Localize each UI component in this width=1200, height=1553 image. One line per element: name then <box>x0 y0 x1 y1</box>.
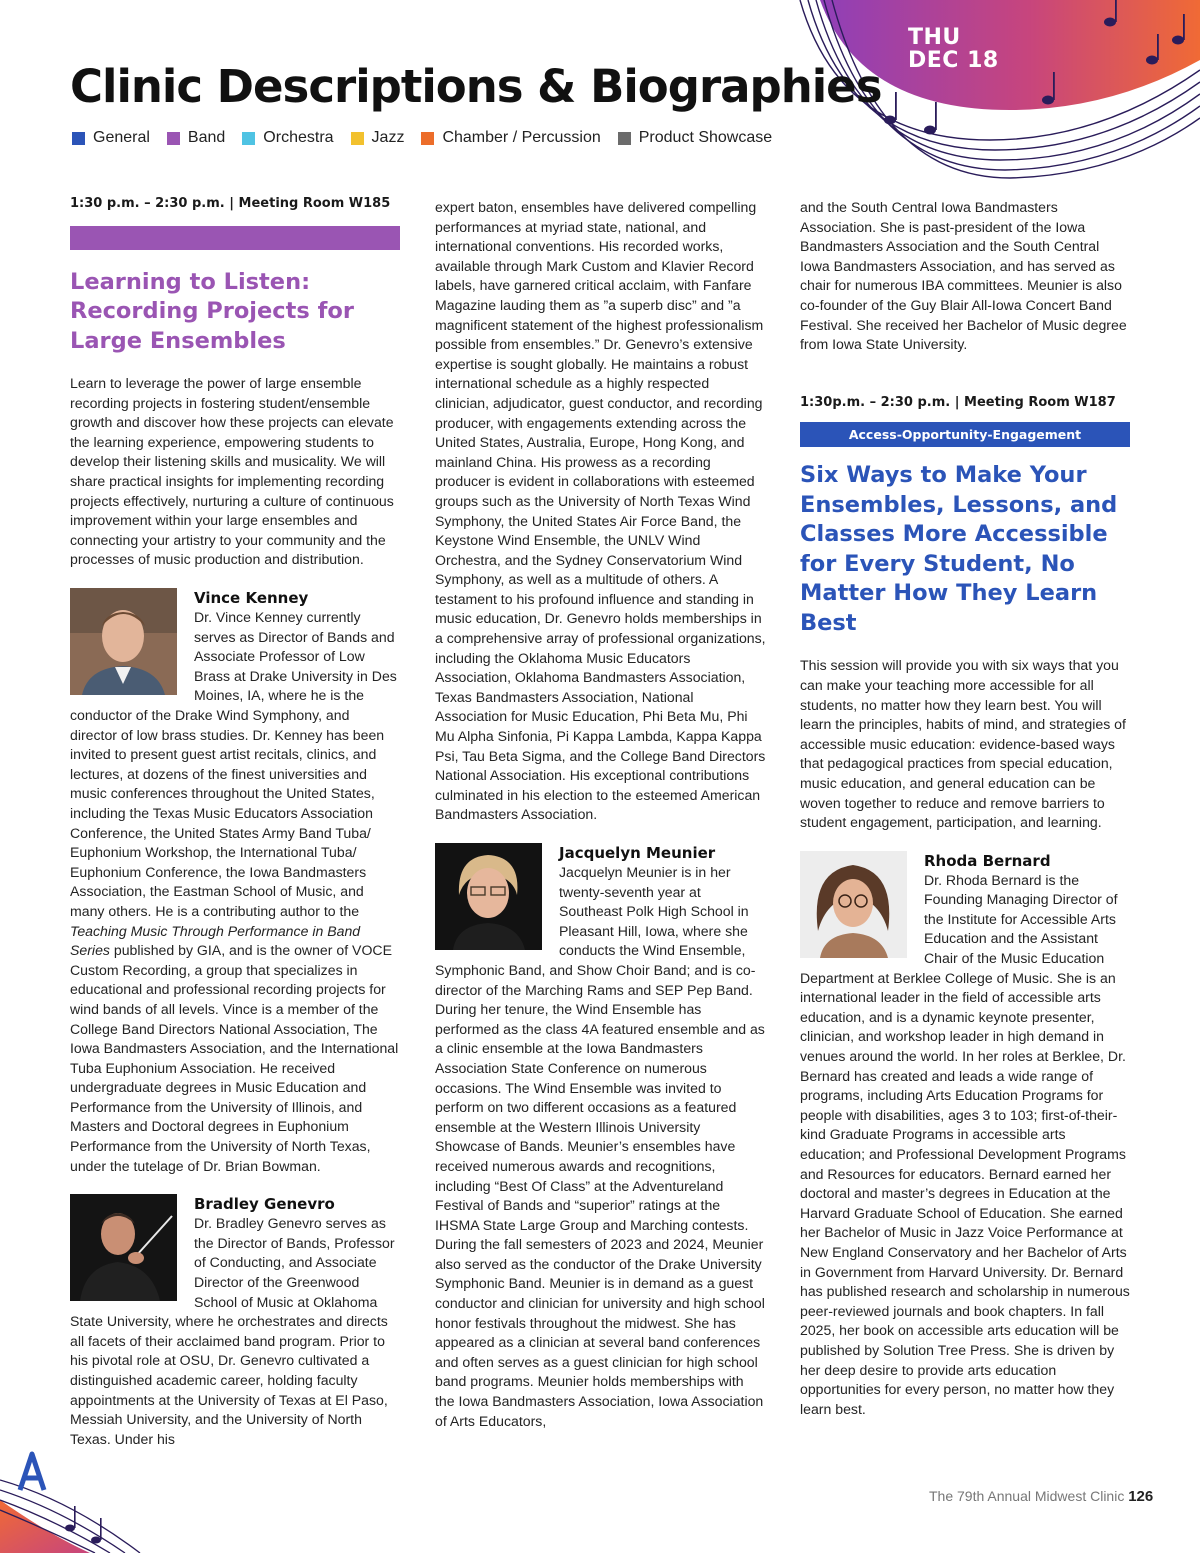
bio-text-continued: and the South Central Iowa Bandmasters Association. She is past-president of the Iowa Bandmasters Association and the South Central Iowa Bandmasters Association, and has served as chair for numerous IBA committees. Meunier is also co-founder of the Guy Blair All-Iowa Concert Band Festival. She received her Bachelor of Music degree from Iowa State University. <box>800 199 1127 353</box>
bio-text: Jacquelyn Meunier is in her twenty-seventh year at Southeast Polk High School in Pleasant Hill, Iowa, where she conducts the Wind Ensemble, Symphonic Band, and Show Choir Band; and is co-director of the Marching Rams and SEP Pep Band. During her tenure, the Wind Ensemble has performed as the class 4A featured ensemble and as a clinic ensemble at the Iowa Bandmasters Association State Conference on numerous occasions. The Wind Ensemble was invited to perform on two different occasions as a featured ensemble at the Western Illinois University Showcase of Bands. Meunier’s ensembles have received numerous awards and recognitions, including “Best Of Class” at the Adventureland Festival of Bands and “superior” ratings at the IHSMA State Large Group and Marching contests. During the fall semesters of 2023 and 2024, Meunier also served as the conductor of the Drake University Symphonic Band. Meunier is in demand as a guest conductor and clinician for university and high school honor festivals throughout the midwest. She has appeared as a clinician at several band conferences and often serves as a guest clinician for high school band programs. Meunier holds memberships with the Iowa Bandmasters Association, Iowa Association of Arts Educators, <box>435 864 765 1429</box>
bio-jacquelyn-meunier <box>435 843 767 1431</box>
portrait-photo <box>435 843 542 950</box>
session-description: This session will provide you with six ways that you can make your teaching more accessible for all students, no matter how they learn best. You will learn the principles, habits of mind, and strategies of accessible music education: evidence-based ways that pedagogical practices from special education, music education, and general education can be woven together to reduce and remove barriers to student engagement, participation, and learning. <box>800 657 1126 831</box>
category-legend <box>72 129 789 147</box>
column-1 <box>70 194 400 1449</box>
date-badge <box>908 26 999 72</box>
strand-bar: Access-Opportunity-Engagement <box>800 422 1130 447</box>
book-title: Teaching Music Through Performance in Band Series <box>70 922 361 959</box>
bio-text: Dr. Bradley Genevro serves as the Director of Bands, Professor of Conducting, and Associate Director of the Greenwood School of Music at Oklahoma State University, where he orchestrates and directs all facets of their acclaimed band program. Prior to his pivotal role at OSU, Dr. Genevro cultivated a distinguished academic career, holding faculty appointments at the University of Texas at El Paso, Messiah University, and the University of North Texas. Under his <box>70 1215 395 1447</box>
bio-text: published by GIA, and is the owner of VOCE Custom Recording, a group that specializes in educational and professional recording projects for wind bands of all levels. Vince is a member of the College Band Directors National Association, The Iowa Bandmasters Association, and the International Tuba Euphonium Association. He received undergraduate degrees in Music Education and Performance from the University of Illinois, and Masters and Doctoral degrees in Euphonium Performance from the University of North Texas, under the tutelage of Dr. Brian Bowman. <box>70 942 399 1174</box>
date-day: THU <box>908 25 961 50</box>
legend-item-chamber-percussion <box>421 129 600 147</box>
legend-label: General <box>93 129 150 146</box>
portrait-rhoda-bernard <box>800 851 907 958</box>
legend-swatch <box>72 132 85 145</box>
page-number: 126 <box>1128 1488 1154 1505</box>
legend-label: Product Showcase <box>638 129 773 146</box>
legend-swatch <box>618 132 631 145</box>
legend-item-orchestra <box>242 129 333 147</box>
publication-name: The 79th Annual Midwest Clinic <box>929 1488 1125 1504</box>
column-3 <box>800 198 1130 1419</box>
bio-text: Dr. Rhoda Bernard is the Founding Managing Director of the Institute for Accessible Arts Education and the Assistant Chair of the Music Education Department at Berklee College of Music. She is an international leader in the field of accessible arts education, and is a dynamic keynote presenter, clinician, and workshop leader in high demand in venues around the world. In her roles at Berklee, Dr. Bernard has created and leads a wide range of programs, including Arts Education Programs for people with disabilities, ages 3 to 103; first-of-their-kind Graduate Programs in accessible arts education; and Professional Development Programs and Resources for educators. Bernard earned her doctoral and master’s degrees in Education at the Harvard Graduate School of Education. She earned her Bachelor of Music in Jazz Voice Performance at New England Conservatory and her Bachelor of Arts in Government from Harvard University. Dr. Bernard has published research and scholarship in numerous peer-reviewed journals and book chapters. In fall 2025, her book on accessible arts education will be published by Solution Tree Press. She is driven by her deep desire to provide arts education opportunities for every person, no matter how they learn best. <box>800 871 1130 1417</box>
legend-item-general <box>72 129 150 147</box>
legend-swatch <box>421 132 434 145</box>
bio-name: Jacquelyn Meunier <box>559 844 716 862</box>
portrait-photo <box>800 851 907 958</box>
portrait-jacquelyn-meunier <box>435 843 542 950</box>
legend-swatch <box>242 132 255 145</box>
bio-name: Rhoda Bernard <box>924 851 1051 870</box>
bio-bradley-genevro <box>70 1194 400 1449</box>
portrait-photo <box>70 1194 177 1301</box>
session-description: Learn to leverage the power of large ensemble recording projects in fostering student/ensemble growth and discover how these projects can elevate the learning experience, empowering students to develop their listening skills and musicality. We will share practical insights for implementing recording projects effectively, nurturing a culture of continuous improvement within your large ensembles and connecting your artistry to your community and the processes of music production and distribution. <box>70 375 394 568</box>
portrait-vince-kenney <box>70 588 177 695</box>
footer-music-art <box>0 1440 200 1553</box>
page-footer <box>929 1488 1153 1505</box>
session-time-room: 1:30 p.m. – 2:30 p.m. | Meeting Room W185 <box>70 196 391 211</box>
legend-label: Chamber / Percussion <box>442 129 601 146</box>
portrait-photo <box>70 588 177 695</box>
session-title: Learning to Listen: Recording Projects for Large Ensembles <box>70 268 354 354</box>
session-title: Six Ways to Make Your Ensembles, Lessons, and Classes More Accessible for Every Student, No Matter How They Learn Best <box>800 462 1118 636</box>
column-2 <box>435 198 767 1431</box>
bio-name: Bradley Genevro <box>194 1195 335 1214</box>
date-text: DEC 18 <box>908 48 999 73</box>
bio-name: Vince Kenney <box>194 589 309 608</box>
bio-rhoda-bernard <box>800 851 1130 1420</box>
legend-label: Jazz <box>371 129 405 146</box>
category-bar-band <box>70 226 400 250</box>
legend-swatch <box>167 132 180 145</box>
legend-item-product-showcase <box>618 129 772 147</box>
page-title: Clinic Descriptions & Biographies <box>70 60 882 113</box>
bio-text: Dr. Vince Kenney currently serves as Director of Bands and Associate Professor of Low Brass at Drake University in Des Moines, IA, where he is the conductor of the Drake Wind Symphony, and director of low brass studies. Dr. Kenney has been invited to present guest artist recitals, clinics, and lectures, at dozens of the finest universities and music conferences throughout the United States, including the Texas Music Educators Association Conference, the United States Army Band Tuba/ Euphonium Workshop, the International Tuba/ Euphonium Conference, the Iowa Bandmasters Association, the Eastman School of Music, and many others. He is a contributing author to the <box>70 609 397 919</box>
legend-swatch <box>351 132 364 145</box>
legend-item-band <box>167 129 225 147</box>
bio-text-continued: expert baton, ensembles have delivered compelling performances at myriad state, national, and international conventions. His recorded works, available through Mark Custom and Klavier Record labels, have garnered critical acclaim, with Fanfare Magazine lauding them as ”a superb disc” and ”a magnificent statement of the highest professionalism possible from ensembles.” Dr. Genevro’s extensive expertise is sought globally. He maintains a robust international schedule as a highly respected clinician, adjudicator, guest conductor, and recording producer, with engagements extending across the United States, Australia, Europe, Hong Kong, and mainland China. His prowess as a recording producer is evident in collaborations with esteemed groups such as the University of North Texas Wind Symphony, the United States Air Force Band, the Keystone Wind Ensemble, the UNLV Wind Orchestra, and the Sydney Conservatorium Wind Symphony, as well as a multitude of others. A testament to his profound influence and standing in music education, Dr. Genevro holds memberships in a comprehensive array of professional organizations, including the Oklahoma Music Educators Association, Oklahoma Bandmasters Association, Texas Bandmasters Association, National Association for Music Education, Phi Beta Mu, Phi Mu Alpha Sinfonia, Pi Kappa Lambda, Kappa Kappa Psi, Tau Beta Sigma, and the College Band Directors National Association. His exceptional contributions culminated in his election to the esteemed American Bandmasters Association. <box>435 199 766 823</box>
bio-vince-kenney <box>70 588 400 1176</box>
legend-label: Orchestra <box>263 129 334 146</box>
session-time-room: 1:30p.m. – 2:30 p.m. | Meeting Room W187 <box>800 394 1116 410</box>
legend-item-jazz <box>351 129 405 147</box>
portrait-bradley-genevro <box>70 1194 177 1301</box>
legend-label: Band <box>187 129 226 146</box>
